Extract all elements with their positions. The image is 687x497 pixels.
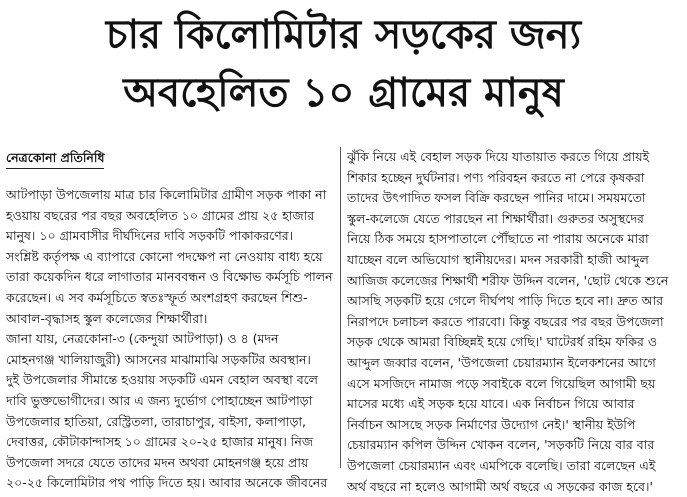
body-line: মানুষ। ১০ গ্রামবাসীর দীর্ঘদিনের দাবি সড়কটি পাকাকরণের। xyxy=(6,226,334,247)
body-line: তাদের উৎপাদিত ফসল বিক্রি করছেন পানির দামে। সময়মতো xyxy=(347,188,681,209)
body-line: আটপাড়া উপজেলায় মাত্র চার কিলোমিটার গ্রামীণ সড়ক পাকা না xyxy=(6,185,334,206)
body-column-left xyxy=(6,185,334,494)
body-line: হওয়ায় বছরের পর বছর অবহেলিত ১০ গ্রামের প্রায় ২৫ হাজার xyxy=(6,206,334,227)
body-line: ২০-২৫ কিলোমিটার পথ পাড়ি দিতে হয়। আবার অনেকে জীবনের xyxy=(6,473,334,494)
headline-line-2: অবহেলিত ১০ গ্রামের মানুষ xyxy=(0,64,687,122)
body-line: উপজেলা সদরে যেতে তাদের মদন অথবা মোহনগঞ্জ হয়ে প্রায় xyxy=(6,453,334,474)
body-line: তারা কয়েকদিন ধরে লাগাতার মানববন্ধন ও বিক্ষোভ কর্মসূচি পালন xyxy=(6,267,334,288)
body-line: ঝুঁকি নিয়ে এই বেহাল সড়ক দিয়ে যাতায়াত করতে গিয়ে প্রায়ই xyxy=(347,147,681,168)
body-line: শিকার হচ্ছেন দুর্ঘটনার। পণ্য পরিবহন করতে না পেরে কৃষকরা xyxy=(347,168,681,189)
body-line: নির্বাচন আসছে সড়ক নির্মাণের উদ্যোগ নেই।' স্থানীয় ইউপি xyxy=(347,415,681,436)
body-line: এসে মসজিদে নামাজ পড়ে সবাইকে বলে গিয়েছিল আগামী ছয় xyxy=(347,374,681,395)
body-line: দুই উপজেলার সীমান্তে হওয়ায় সড়কটি এমন বেহাল অবস্থা বলে xyxy=(6,370,334,391)
body-line: নিরাপদে চলাচল করতে পারবো। কিন্তু বছরের পর বছর উপজেলা xyxy=(347,312,681,333)
body-line: মোহনগঞ্জ খালিয়াজুরী) আসনের মাঝামাঝি সড়কটির অবস্থান। xyxy=(6,350,334,371)
body-line: উপজেলার হাতিয়া, রেস্ট্রিতলা, তারাচাপুর, বাইসা, কলাপাড়া, xyxy=(6,412,334,433)
body-line: আব্দুল জব্বার বলেন, 'উপজেলা চেয়ারম্যান ইলেকশনের আগে xyxy=(347,353,681,374)
body-line: সংশ্লিষ্ট কর্তৃপক্ষ এ ব্যাপারে কোনো পদক্ষেপ না নেওয়ায় বাধ্য হয়ে xyxy=(6,247,334,268)
body-line: জানা যায়, নেত্রকোনা-৩ (কেন্দুয়া আটপাড়া) ও ৪ (মদন xyxy=(6,329,334,350)
body-line: আজিজ কলেজের শিক্ষার্থী শরীফ উদ্দিন বলেন, 'ছোট থেকে শুনে xyxy=(347,271,681,292)
column-divider xyxy=(340,147,341,468)
body-line: যাচ্ছেন বলে অভিযোগ স্থানীয়দের। মদন সরকারী হাজী আব্দুল xyxy=(347,250,681,271)
body-line: দেবাত্তর, কৌটাকান্দাসহ ১০ গ্রামের ২০-২৫ হাজার মানুষ। নিজ xyxy=(6,432,334,453)
headline-line-1: চার কিলোমিটার সড়কের জন্য xyxy=(0,6,687,64)
body-line: চেয়ারম্যান কপিল উদ্দিন খোকন বলেন, 'সড়কটি নিয়ে বার বার xyxy=(347,435,681,456)
body-line: মাসের মধ্যে এই সড়ক হয়ে যাবে। এক নির্বাচন গিয়ে আবার xyxy=(347,394,681,415)
body-line: আসছি সড়কটি হয়ে গেলে দীর্ঘপথ পাড়ি দিতে হবে না। দ্রুত আর xyxy=(347,291,681,312)
body-line: নিয়ে ঠিক সময়ে হাসপাতালে পৌঁছাতে না পারায় অনেকে মারা xyxy=(347,229,681,250)
body-line: দাবি ভুক্তভোগীদের। আর এ জন্য দুর্ভোগ পোহাচ্ছেন আটপাড়া xyxy=(6,391,334,412)
body-line: অর্থ বছরে না হলেও আগামী অর্থ বছরে এ সড়কের কাজ হবে।' xyxy=(347,477,681,497)
body-line: করেছেন। এ সব কর্মসূচিতে স্বতঃস্ফূর্ত অংশগ্রহণ করছেন শিশু- xyxy=(6,288,334,309)
body-line: উপজেলা চেয়ারম্যান এবং এমপিকে বলেছি। তারা বলেছেন এই xyxy=(347,456,681,477)
body-line: স্কুল-কলেজে যেতে পারছেন না শিক্ষার্থীরা। গুরুতর অসুস্থদের xyxy=(347,209,681,230)
byline: নেত্রকোনা প্রতিনিধি xyxy=(6,150,104,169)
headline xyxy=(0,6,687,122)
body-line: আবাল-বৃদ্ধাসহ স্কুল কলেজের শিক্ষার্থীরা। xyxy=(6,309,334,330)
body-column-right xyxy=(347,147,681,497)
body-line: সড়ক থেকে আমরা বিচ্ছিন্নই হয়ে গেছি।' ঘাটেরর্ধ রহিম ফকির ও xyxy=(347,332,681,353)
